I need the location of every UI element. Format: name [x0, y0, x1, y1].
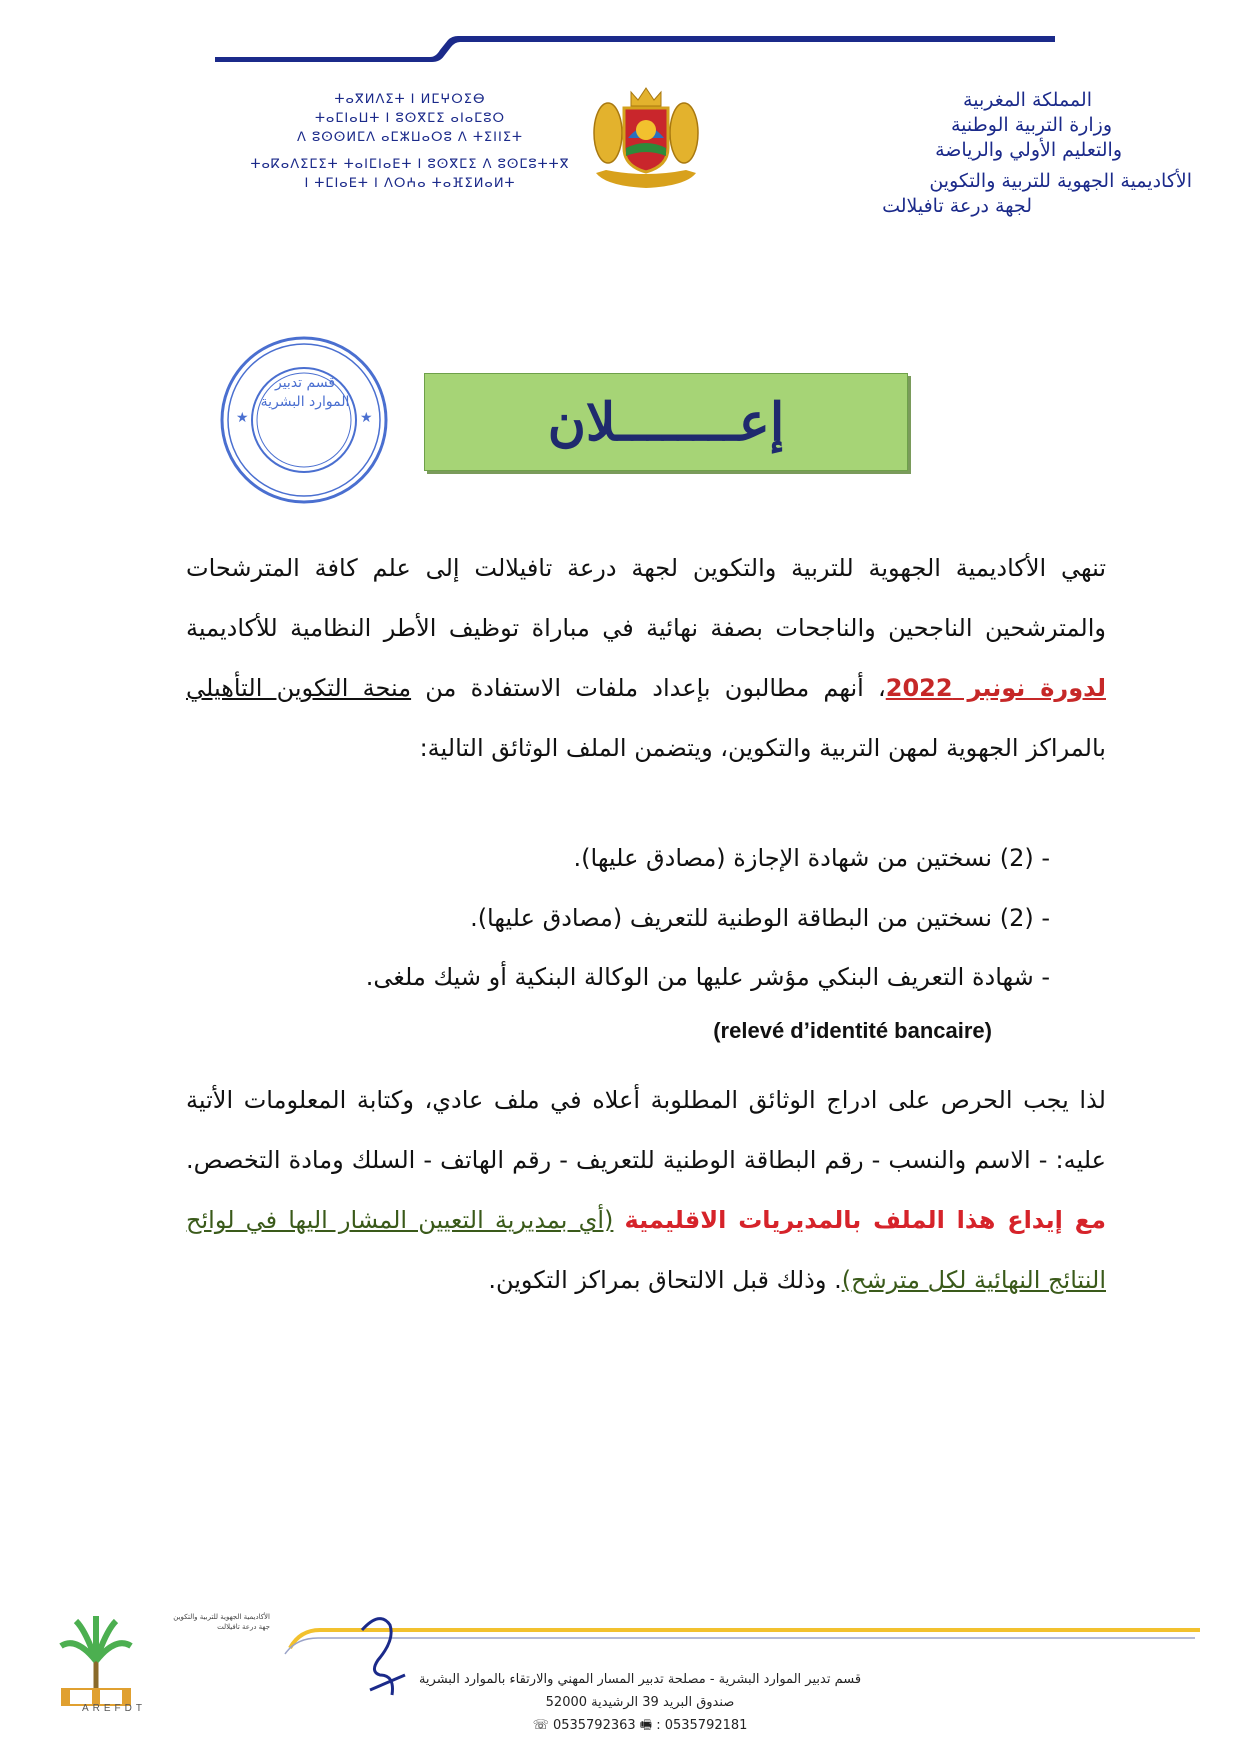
stamp-line-1: قسم تدبير	[274, 375, 336, 391]
list-item: - شهادة التعريف البنكي مؤشر عليها من الوكالة البنكية أو شيك ملغى.	[365, 963, 1050, 991]
svg-text:★: ★	[360, 410, 373, 426]
footer-department: قسم تدبير الموارد البشرية - مصلحة تدبير المسار المهني والارتقاء بالموارد البشرية	[418, 1672, 862, 1687]
intro-text-a: تنهي الأكاديمية الجهوية للتربية والتكوين لجهة درعة تافيلالت إلى علم كافة المترشحات والمترشحين الناجحين والناجحات بصفة نهائية في مباراة توظيف الأطر النظامية للأكاديمية	[186, 554, 1106, 642]
page-title: إعــــــــلان	[547, 391, 785, 453]
stamp-text	[247, 374, 363, 412]
announcement-title-box	[424, 373, 908, 471]
svg-text:★: ★	[236, 410, 249, 426]
paragraph-intro	[186, 538, 1106, 778]
deposit-highlight: مع إيداع هذا الملف بالمديريات الاقليمية	[624, 1206, 1106, 1234]
footer-phone-fax: ☏ 0535792363 🖷 : 0535792181	[532, 1718, 748, 1733]
tif-line-4: ⵜⴰⴽⴰⴷⵉⵎⵉⵜ ⵜⴰⵏⵎⵏⴰⴹⵜ ⵏ ⵓⵙⴳⵎⵉ ⴷ ⵓⵙⵎⵓⵜⵜⴳ	[250, 157, 570, 172]
header-kingdom: المملكة المغربية	[963, 89, 1092, 111]
rib-note: (relevé d’identité bancaire)	[713, 1018, 992, 1043]
header-ministry-2: والتعليم الأولي والرياضة	[935, 139, 1122, 161]
tif-line-5: ⵏ ⵜⵎⵏⴰⴹⵜ ⵏ ⴷⵔⵄⴰ ⵜⴰⴼⵉⵍⴰⵍⵜ	[304, 176, 516, 191]
intro-text-c: بالمراكز الجهوية لمهن التربية والتكوين، ويتضمن الملف الوثائق التالية:	[419, 734, 1106, 762]
list-item: - (2) نسختين من شهادة الإجازة (مصادق عليها).	[573, 844, 1050, 872]
coat-of-arms-icon	[586, 78, 706, 193]
tif-line-3: ⴷ ⵓⵙⵙⵍⵎⴷ ⴰⵎⵣⵡⴰⵔⵓ ⴷ ⵜⵉⵏⵏⵉⵜ	[296, 130, 524, 145]
stamp-line-2: الموارد البشرية	[260, 394, 350, 410]
logo-caption: الأكاديمية الجهوية للتربية والتكوين جهة درعة تافيلالت	[173, 1613, 270, 1631]
header-academy: الأكاديمية الجهوية للتربية والتكوين	[929, 170, 1192, 192]
logo-label: AREFDT	[82, 1703, 146, 1714]
list-item: - (2) نسختين من البطاقة الوطنية للتعريف (مصادق عليها).	[470, 904, 1050, 932]
session-highlight: لدورة نونبر 2022	[885, 674, 1106, 702]
header-region: لجهة درعة تافيلالت	[882, 195, 1032, 217]
grant-underlined: منحة التكوين التأهيلي	[186, 674, 412, 702]
signature-icon	[350, 1600, 430, 1710]
paragraph-instructions	[186, 1070, 1106, 1310]
footer-address: صندوق البريد 39 الرشيدية 52000	[545, 1695, 735, 1710]
instructions-text-b: . وذلك قبل الالتحاق بمراكز التكوين.	[488, 1266, 842, 1294]
header-rule	[0, 0, 1240, 80]
header-ministry: وزارة التربية الوطنية	[951, 114, 1112, 136]
stamp-seal-icon	[214, 330, 394, 510]
header-arabic	[732, 88, 1192, 219]
directorate-note: (أي بمديرية التعيين المشار اليها في لوائح النتائج النهائية لكل مترشح)	[186, 1206, 1106, 1294]
intro-text-b: ، أنهم مطالبون بإعداد ملفات الاستفادة من	[411, 674, 886, 702]
header-tifinagh	[220, 90, 600, 193]
tif-line-2: ⵜⴰⵎⵏⴰⵡⵜ ⵏ ⵓⵙⴳⵎⵉ ⴰⵏⴰⵎⵓⵔ	[314, 111, 506, 126]
tif-line-1: ⵜⴰⴳⵍⴷⵉⵜ ⵏ ⵍⵎⵖⵔⵉⴱ	[334, 92, 486, 107]
instructions-text-a: لذا يجب الحرص على ادراج الوثائق المطلوبة أعلاه في ملف عادي، وكتابة المعلومات الأتية عليه: - الاسم والنسب - رقم البطاقة الوطنية للتعريف - رقم الهاتف - السلك ومادة التخصص.	[186, 1086, 1106, 1174]
